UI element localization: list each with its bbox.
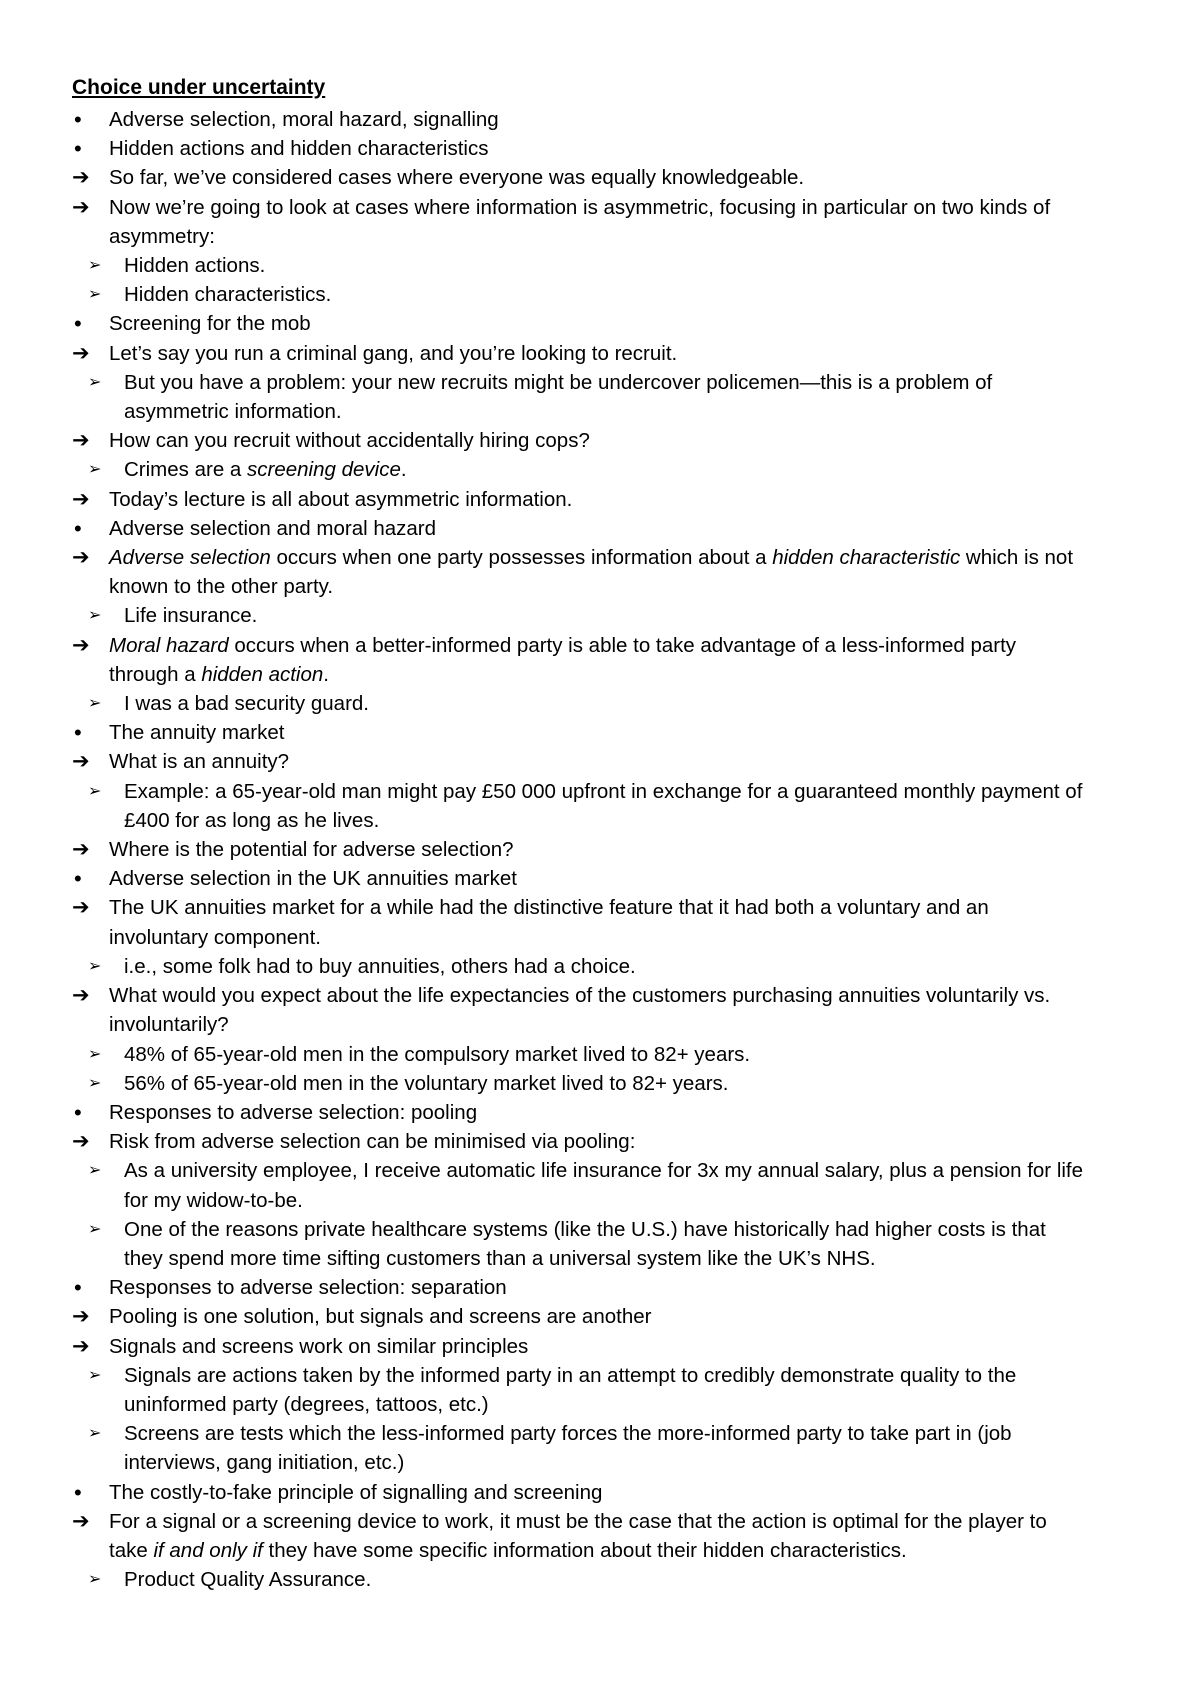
list-subpoint-item: [0, 1215, 1200, 1273]
bullet-icon: •: [74, 866, 82, 892]
triangle-arrow-icon: ➢: [88, 1571, 102, 1589]
list-item-text: [109, 1510, 1047, 1562]
list-subpoint-item: [0, 455, 1200, 484]
text-segment: Risk from adverse selection can be minimised via pooling:: [109, 1130, 636, 1154]
bullet-icon: •: [74, 1479, 82, 1505]
list-subpoint-item: [0, 1069, 1200, 1098]
list-heading-item: [0, 309, 1200, 338]
list-subpoint-item: [0, 1361, 1200, 1419]
list-item-text: [109, 721, 284, 744]
arrow-right-icon: ➔: [72, 1305, 90, 1329]
list-item-text: [109, 517, 436, 540]
list-item-text: [124, 1043, 750, 1066]
bullet-icon: •: [74, 1275, 82, 1301]
list-item-text: [109, 342, 677, 365]
list-item-text: [109, 1276, 507, 1299]
text-segment: occurs when one party possesses information about a: [270, 546, 773, 570]
text-segment: Hidden characteristics.: [124, 283, 332, 307]
list-subpoint-item: [0, 689, 1200, 718]
list-heading-item: [0, 864, 1200, 893]
text-segment: What is an annuity?: [109, 750, 290, 774]
text-segment: Screening for the mob: [109, 312, 311, 336]
list-item-text: [124, 283, 331, 306]
bullet-icon: •: [74, 107, 82, 132]
list-item-text: [109, 896, 989, 948]
list-item-text: [109, 634, 1016, 686]
arrow-right-icon: ➔: [72, 429, 90, 453]
list-point-item: [0, 835, 1200, 864]
triangle-arrow-icon: ➢: [88, 1425, 102, 1443]
list-subpoint-item: [0, 280, 1200, 309]
list-heading-item: [0, 514, 1200, 543]
list-item-text: [109, 838, 514, 861]
triangle-arrow-icon: ➢: [88, 1220, 102, 1238]
list-item-text: [109, 108, 499, 131]
text-segment: What would you expect about the life expectancies of the customers purchasing annuities voluntarily vs. involuntarily?: [109, 984, 1051, 1037]
list-item-text: [109, 312, 311, 335]
triangle-arrow-icon: ➢: [88, 257, 102, 275]
text-segment: they have some specific information about their hidden characteristics.: [262, 1538, 907, 1562]
list-subpoint-item: [0, 1156, 1200, 1214]
arrow-right-icon: ➔: [72, 633, 90, 657]
list-point-item: [0, 631, 1200, 689]
text-segment: Product Quality Assurance.: [124, 1568, 372, 1592]
text-segment: Signals are actions taken by the informed party in an attempt to credibly demonstrate quality to the uninformed party (degrees, tattoos, etc.): [124, 1363, 1017, 1416]
text-segment: .: [400, 458, 407, 482]
list-item-text: [124, 692, 369, 715]
list-subpoint-item: [0, 368, 1200, 426]
triangle-arrow-icon: ➢: [88, 695, 102, 713]
list-subpoint-item: [0, 601, 1200, 630]
text-segment: Where is the potential for adverse selection?: [109, 838, 514, 862]
text-segment: The annuity market: [109, 721, 285, 745]
text-segment: 56% of 65-year-old men in the voluntary market lived to 82+ years.: [124, 1071, 729, 1095]
text-segment: occurs when a better-informed party is able to take advantage of a less-informed party through a: [109, 633, 1017, 686]
triangle-arrow-icon: ➢: [88, 1366, 102, 1384]
text-segment: Screens are tests which the less-informed party forces the more-informed party to take part in (job interviews, gang initiation, etc.): [124, 1422, 1012, 1475]
list-point-item: [0, 1302, 1200, 1331]
list-item-text: [124, 1422, 1012, 1474]
list-item-text: [124, 1159, 1083, 1211]
list-item-text: [109, 867, 517, 890]
list-point-item: [0, 426, 1200, 455]
list-item-text: [124, 955, 636, 978]
text-segment: But you have a problem: your new recruits might be undercover policemen—this is a problem of asymmetric information.: [124, 370, 993, 424]
arrow-right-icon: ➔: [72, 1334, 90, 1358]
list-point-item: [0, 339, 1200, 368]
bullet-icon: •: [74, 136, 82, 162]
list-point-item: [0, 163, 1200, 192]
list-item-text: [109, 546, 1073, 598]
list-point-item: [0, 543, 1200, 601]
bullet-icon: •: [74, 311, 82, 337]
text-segment: Responses to adverse selection: pooling: [109, 1100, 478, 1124]
text-segment: i.e., some folk had to buy annuities, others had a choice.: [124, 954, 636, 978]
list-subpoint-item: [0, 251, 1200, 280]
list-item-text: [124, 1364, 1016, 1416]
arrow-right-icon: ➔: [72, 195, 90, 219]
bullet-icon: •: [74, 720, 82, 746]
page-title: Choice under uncertainty: [72, 76, 326, 99]
arrow-right-icon: ➔: [72, 487, 90, 511]
triangle-arrow-icon: ➢: [88, 782, 102, 800]
list-item-text: [109, 1335, 528, 1358]
text-segment: Now we’re going to look at cases where information is asymmetric, focusing in particular on two kinds of asymmetry:: [109, 195, 1051, 248]
list-item-text: [124, 1218, 1046, 1270]
italic-text: if and only if: [153, 1538, 263, 1562]
list-point-item: [0, 193, 1200, 251]
list-item-text: [124, 780, 1082, 832]
arrow-right-icon: ➔: [72, 166, 90, 190]
list-item-text: [109, 1481, 602, 1504]
list-subpoint-item: [0, 952, 1200, 981]
list-item-text: [109, 1101, 477, 1124]
list-item-text: [124, 458, 407, 481]
text-segment: which is not known to the other party.: [109, 546, 1074, 599]
arrow-right-icon: ➔: [72, 1509, 90, 1533]
list-subpoint-item: [0, 1565, 1200, 1594]
text-segment: Responses to adverse selection: separation: [109, 1276, 507, 1300]
text-segment: One of the reasons private healthcare systems (like the U.S.) have historically had higher costs is that they spend more time sifting customers than a universal system like the UK’s NHS.: [124, 1217, 1046, 1270]
text-segment: Life insurance.: [124, 604, 258, 628]
text-segment: Pooling is one solution, but signals and screens are another: [109, 1305, 652, 1329]
text-segment: As a university employee, I receive automatic life insurance for 3x my annual salary, plus a pension for life for my widow-to-be.: [124, 1159, 1084, 1212]
list-point-item: [0, 747, 1200, 776]
list-item-text: [109, 1130, 635, 1153]
list-heading-item: [0, 1273, 1200, 1302]
list-point-item: [0, 1127, 1200, 1156]
list-heading-item: [0, 134, 1200, 163]
list-heading-item: [0, 1478, 1200, 1507]
arrow-right-icon: ➔: [72, 341, 90, 365]
text-segment: .: [323, 662, 329, 686]
text-segment: Adverse selection in the UK annuities market: [109, 867, 517, 891]
list-item-text: [109, 750, 289, 773]
text-segment: How can you recruit without accidentally hiring cops?: [109, 429, 590, 453]
arrow-right-icon: ➔: [72, 750, 90, 774]
italic-text: Adverse selection: [109, 546, 271, 570]
list-subpoint-item: [0, 777, 1200, 835]
arrow-right-icon: ➔: [72, 546, 90, 570]
text-segment: Let’s say you run a criminal gang, and you’re looking to recruit.: [109, 341, 678, 365]
triangle-arrow-icon: ➢: [88, 1074, 102, 1092]
list-item-text: [124, 604, 257, 627]
list-item-text: [109, 984, 1050, 1036]
list-item-text: [124, 1568, 371, 1591]
list-heading-item: [0, 1098, 1200, 1127]
text-segment: The UK annuities market for a while had the distinctive feature that it had both a voluntary and an involuntary component.: [109, 896, 989, 949]
triangle-arrow-icon: ➢: [88, 607, 102, 625]
list-item-text: [124, 1072, 729, 1095]
bullet-icon: •: [74, 515, 82, 541]
bullet-icon: •: [74, 1099, 82, 1125]
list-point-item: [0, 485, 1200, 514]
list-point-item: [0, 1332, 1200, 1361]
notes-list: [0, 105, 1200, 1594]
italic-text: Moral hazard: [109, 633, 229, 657]
text-segment: Example: a 65-year-old man might pay £50 000 upfront in exchange for a guaranteed monthly payment of £400 for as long as he lives.: [124, 779, 1083, 832]
list-item-text: [109, 429, 590, 452]
arrow-right-icon: ➔: [72, 984, 90, 1008]
triangle-arrow-icon: ➢: [88, 461, 102, 479]
list-item-text: [124, 371, 992, 423]
text-segment: Adverse selection and moral hazard: [109, 516, 437, 540]
triangle-arrow-icon: ➢: [88, 1162, 102, 1180]
list-subpoint-item: [0, 1419, 1200, 1477]
arrow-right-icon: ➔: [72, 896, 90, 920]
list-point-item: [0, 893, 1200, 951]
text-segment: Today’s lecture is all about asymmetric information.: [109, 487, 573, 511]
text-segment: Adverse selection, moral hazard, signalling: [109, 108, 499, 131]
triangle-arrow-icon: ➢: [88, 957, 102, 975]
text-segment: I was a bad security guard.: [124, 692, 369, 716]
text-segment: Hidden actions.: [124, 254, 266, 278]
list-item-text: [109, 488, 572, 511]
italic-text: screening device: [247, 458, 401, 482]
list-item-text: [109, 166, 804, 189]
italic-text: hidden action: [201, 662, 324, 686]
list-point-item: [0, 1507, 1200, 1565]
arrow-right-icon: ➔: [72, 838, 90, 862]
text-segment: The costly-to-fake principle of signalling and screening: [109, 1480, 603, 1504]
text-segment: 48% of 65-year-old men in the compulsory market lived to 82+ years.: [124, 1042, 751, 1066]
list-subpoint-item: [0, 1040, 1200, 1069]
text-segment: Hidden actions and hidden characteristics: [109, 137, 489, 161]
list-item-text: [109, 196, 1050, 248]
list-heading-item: [0, 105, 1200, 134]
text-segment: Crimes are a: [124, 458, 248, 482]
italic-text: hidden characteristic: [772, 546, 961, 570]
triangle-arrow-icon: ➢: [88, 373, 102, 391]
list-item-text: [109, 1305, 651, 1328]
list-point-item: [0, 981, 1200, 1039]
list-item-text: [124, 254, 265, 277]
text-segment: For a signal or a screening device to work, it must be the case that the action is optimal for the player to take: [109, 1509, 1047, 1562]
list-item-text: [109, 137, 488, 160]
triangle-arrow-icon: ➢: [88, 1045, 102, 1063]
text-segment: Signals and screens work on similar principles: [109, 1334, 529, 1358]
triangle-arrow-icon: ➢: [88, 286, 102, 304]
text-segment: So far, we’ve considered cases where everyone was equally knowledgeable.: [109, 166, 805, 190]
arrow-right-icon: ➔: [72, 1130, 90, 1154]
list-heading-item: [0, 718, 1200, 747]
